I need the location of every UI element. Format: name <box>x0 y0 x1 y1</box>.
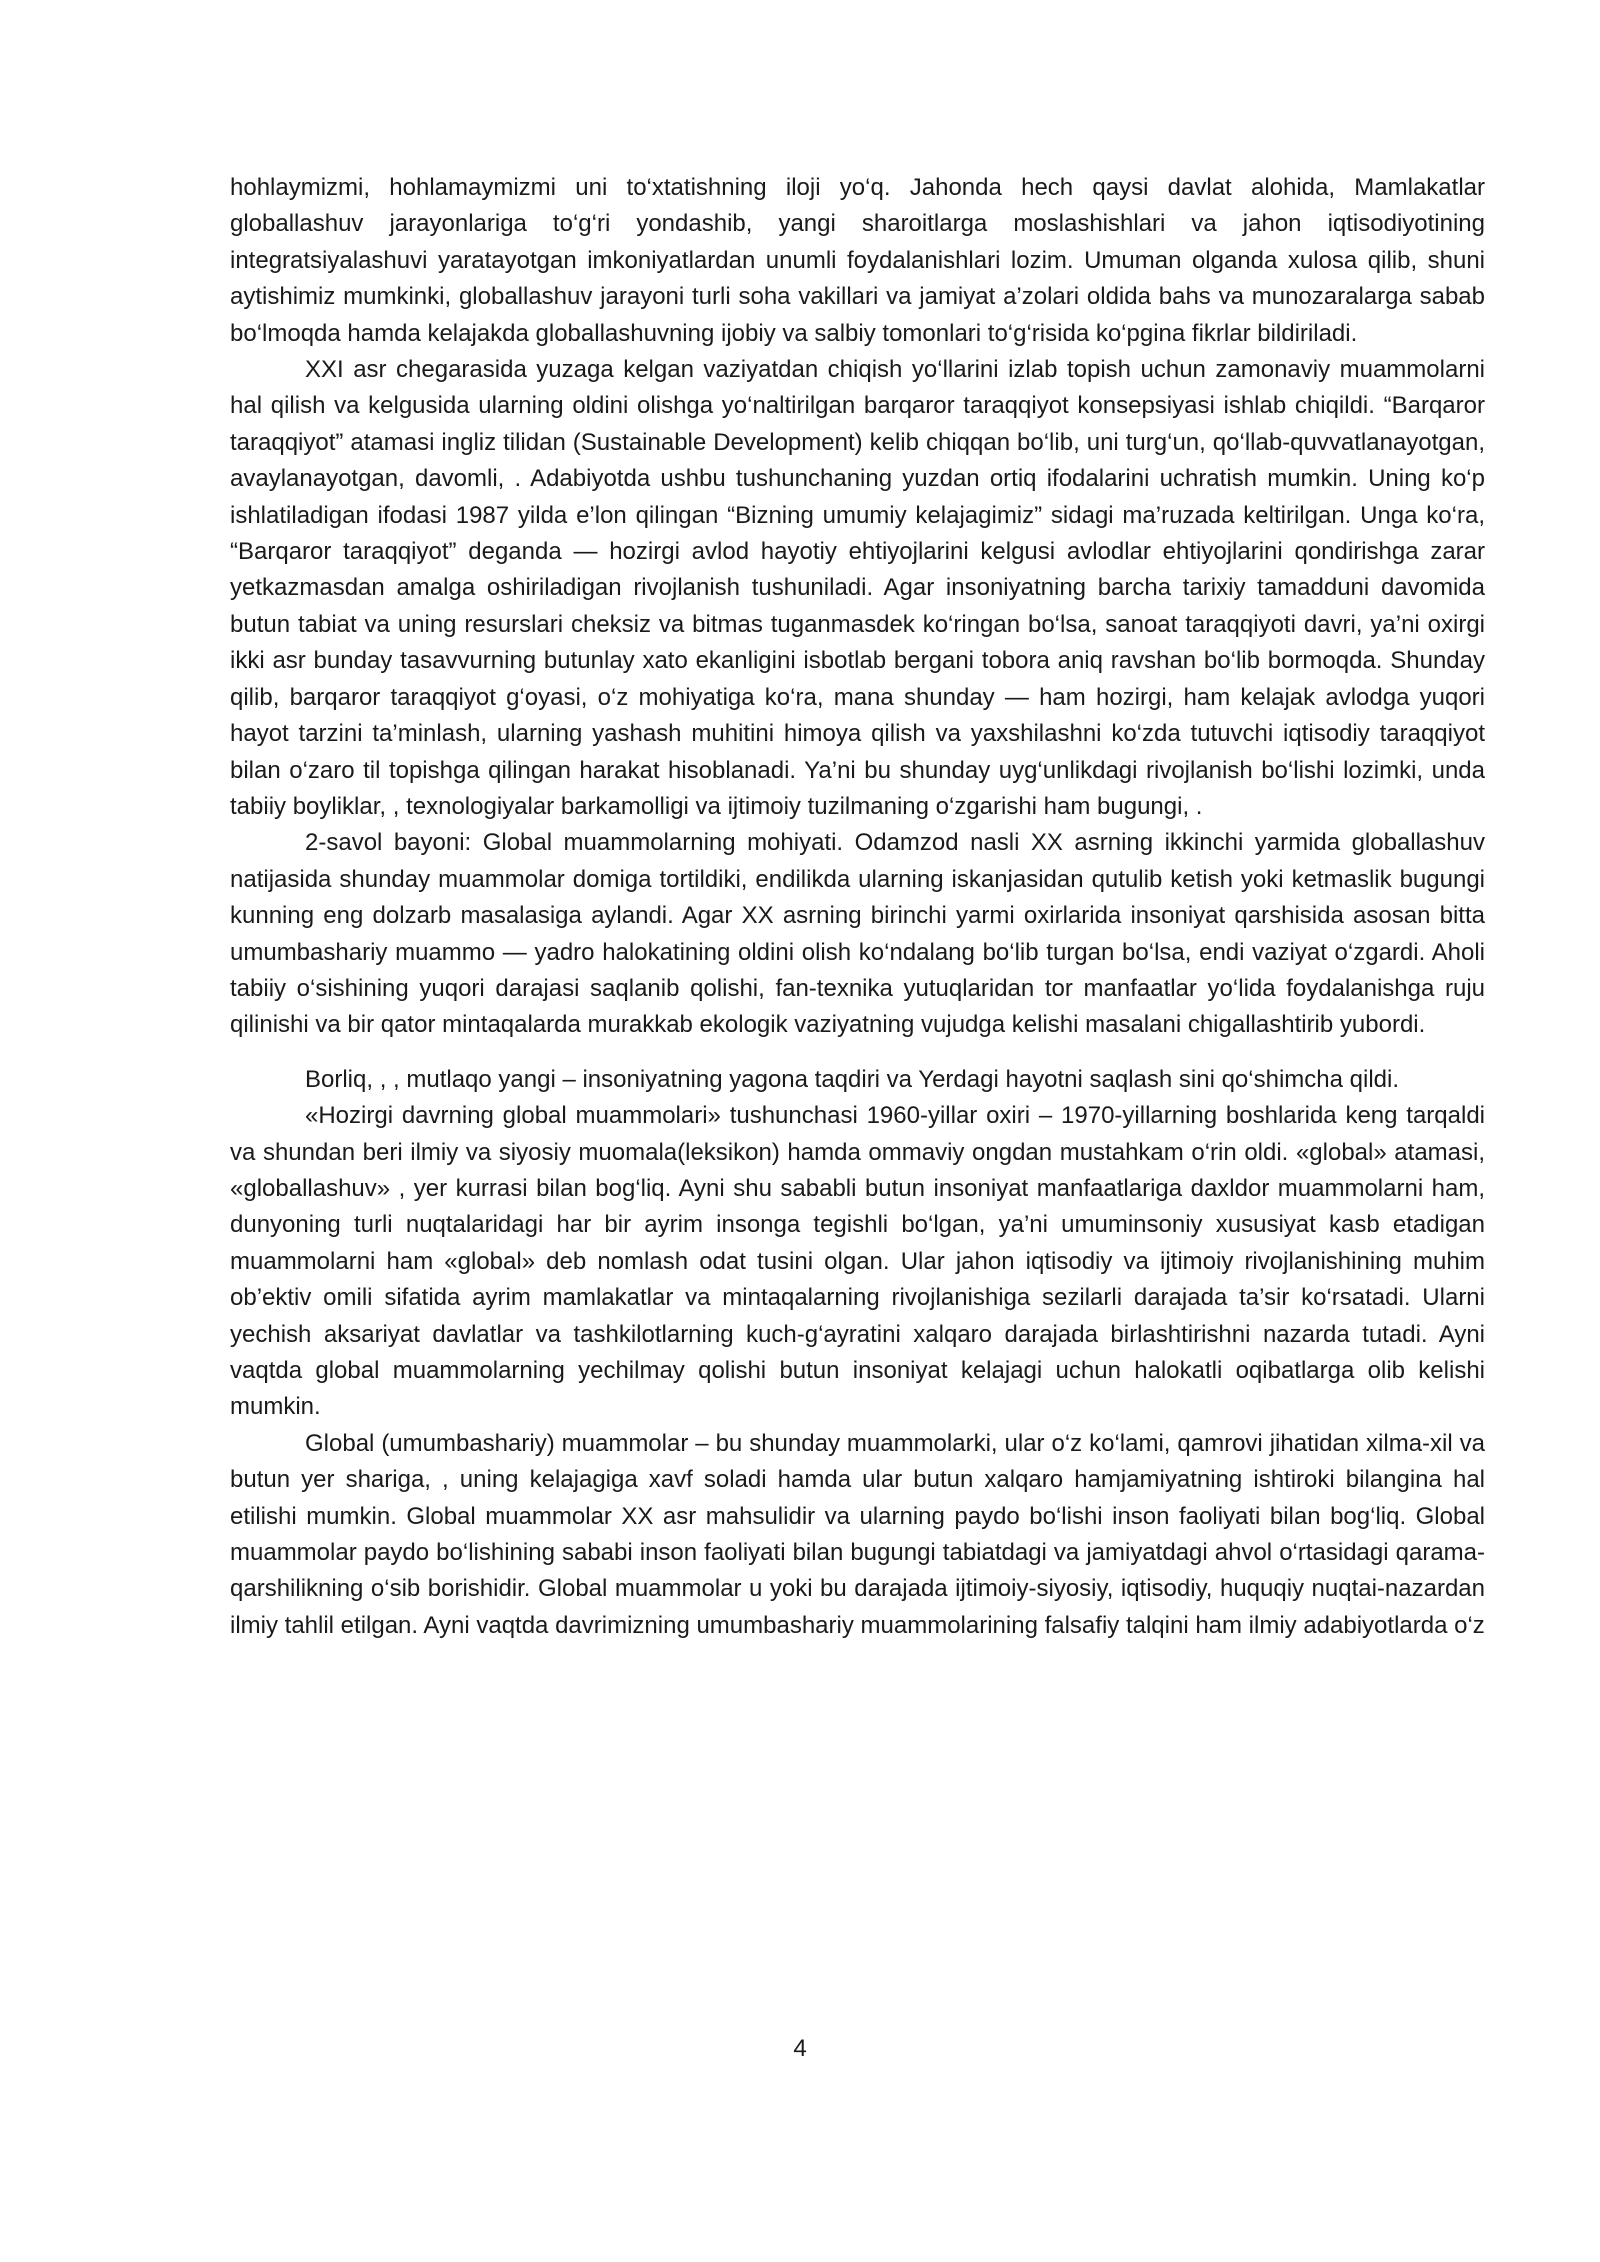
paragraph-5: «Hozirgi davrning global muammolari» tushunchasi 1960-yillar oxiri – 1970-yillarning boshlarida keng tarqaldi va shundan beri ilmiy va siyosiy muomala(leksikon) hamda ommaviy ongdan mustahkam o‘rin oldi. «global» atamasi, «globallashuv» , yer kurrasi bilan bog‘liq. Ayni shu sababli butun insoniyat manfaatlariga daxldor muammolarni ham, dunyoning turli nuqtalaridagi har bir ayrim insonga tegishli bo‘lgan, ya’ni umuminsoniy xususiyat kasb etadigan muammolarni ham «global» deb nomlash odat tusini olgan. Ular jahon iqtisodiy va ijtimoiy rivojlanishining muhim ob’ektiv omili sifatida ayrim mamlakatlar va mintaqalarning rivojlanishiga sezilarli darajada ta’sir ko‘rsatadi. Ularni yechish aksariyat davlatlar va tashkilotlarning kuch-g‘ayratini xalqaro darajada birlashtirishni nazarda tutadi. Ayni vaqtda global muammolarning yechilmay qolishi butun insoniyat kelajagi uchun halokatli oqibatlarga olib kelishi mumkin. <box>230 1102 1485 1421</box>
paragraph-2: XXI asr chegarasida yuzaga kelgan vaziyatdan chiqish yo‘llarini izlab topish uchun zamonaviy muammolarni hal qilish va kelgusida ularning oldini olishga yo‘naltirilgan barqaror taraqqiyot konsepsiyasi ishlab chiqildi. “Barqaror taraqqiyot” atamasi ingliz tilidan (Sustainable Development) kelib chiqqan bo‘lib, uni turg‘un, qo‘llab-quvvatlanayotgan, avaylanayotgan, davomli, . Adabiyotda ushbu tushunchaning yuzdan ortiq ifodalarini uchratish mumkin. Uning ko‘p ishlatiladigan ifodasi 1987 yilda e’lon qilingan “Bizning umumiy kelajagimiz” sidagi ma’ruzada keltirilgan. Unga ko‘ra, “Barqaror taraqqiyot” deganda — hozirgi avlod hayotiy ehtiyojlarini kelgusi avlodlar ehtiyojlarini qondirishga zarar yetkazmasdan amalga oshiriladigan rivojlanish tushuniladi. Agar insoniyatning barcha tarixiy tamadduni davomida butun tabiat va uning resurslari cheksiz va bitmas tuganmasdek ko‘ringan bo‘lsa, sanoat taraqqiyoti davri, ya’ni oxirgi ikki asr bunday tasavvurning butunlay xato ekanligini isbotlab bergani tobora aniq ravshan bo‘lib bormoqda. Shunday qilib, barqaror taraqqiyot g‘oyasi, o‘z mohiyatiga ko‘ra, mana shunday — ham hozirgi, ham kelajak avlodga yuqori hayot tarzini ta’minlash, ularning yashash muhitini himoya qilish va yaxshilashni ko‘zda tutuvchi iqtisodiy taraqqiyot bilan o‘zaro til topishga qilingan harakat hisoblanadi. Ya’ni bu shunday uyg‘unlikdagi rivojlanish bo‘lishi lozimki, unda tabiiy boyliklar, , texnologiyalar barkamolligi va ijtimoiy tuzilmaning o‘zgarishi ham bugungi, . <box>230 356 1485 820</box>
paragraph-1: hohlaymizmi, hohlamaymizmi uni to‘xtatishning iloji yo‘q. Jahonda hech qaysi davlat alohida, Mamlakatlar globallashuv jarayonlariga to‘g‘ri yondashib, yangi sharoitlarga moslashishlari va jahon iqtisodiyotining integratsiyalashuvi yaratayotgan imkoniyatlardan unumli foydalanishlari lozim. Umuman olganda xulosa qilib, shuni aytishimiz mumkinki, globallashuv jarayoni turli soha vakillari va jamiyat a’zolari oldida bahs va munozaralarga sabab bo‘lmoqda hamda kelajakda globallashuvning ijobiy va salbiy tomonlari to‘g‘risida ko‘pgina fikrlar bildiriladi. <box>230 174 1485 347</box>
page-number: 4 <box>793 2035 807 2062</box>
paragraph-4: Borliq, , , mutlaqo yangi – insoniyatning yagona taqdiri va Yerdagi hayotni saqlash sini qo‘shimcha qildi. <box>305 1065 1400 1093</box>
paragraph-3: 2-savol bayoni: Global muammolarning mohiyati. Odamzod nasli XX asrning ikkinchi yarmida globallashuv natijasida shunday muammolar domiga tortildiki, endilikda ularning iskanjasidan qutulib ketish yoki ketmaslik bugungi kunning eng dolzarb masalasiga aylandi. Agar XX asrning birinchi yarmi oxirlarida insoniyat qarshisida asosan bitta umumbashariy muammo — yadro halokatining oldini olish ko‘ndalang bo‘lib turgan bo‘lsa, endi vaziyat o‘zgardi. Aholi tabiiy o‘sishining yuqori darajasi saqlanib qolishi, fan-texnika yutuqlaridan tor manfaatlar yo‘lida foydalanishga ruju qilinishi va bir qator mintaqalarda murakkab ekologik vaziyatning vujudga kelishi masalani chigallashtirib yubordi. <box>230 829 1485 1039</box>
body-text <box>230 170 1485 1644</box>
paragraph-6: Global (umumbashariy) muammolar – bu shunday muammolarki, ular o‘z ko‘lami, qamrovi jihatidan xilma-xil va butun yer shariga, , uning kelajagiga xavf soladi hamda ular butun xalqaro hamjamiyatning ishtiroki bilangina hal etilishi mumkin. Global muammolar XX asr mahsulidir va ularning paydo bo‘lishi inson faoliyati bilan bog‘liq. Global muammolar paydo bo‘lishining sababi inson faoliyati bilan bugungi tabiatdagi va jamiyatdagi ahvol o‘rtasidagi qarama-qarshilikning o‘sib borishidir. Global muammolar u yoki bu darajada ijtimoiy-siyosiy, iqtisodiy, huquqiy nuqtai-nazardan ilmiy tahlil etilgan. Ayni vaqtda davrimizning umumbashariy muammolarining falsafiy talqini ham ilmiy adabiyotlarda o‘z <box>230 1429 1485 1639</box>
